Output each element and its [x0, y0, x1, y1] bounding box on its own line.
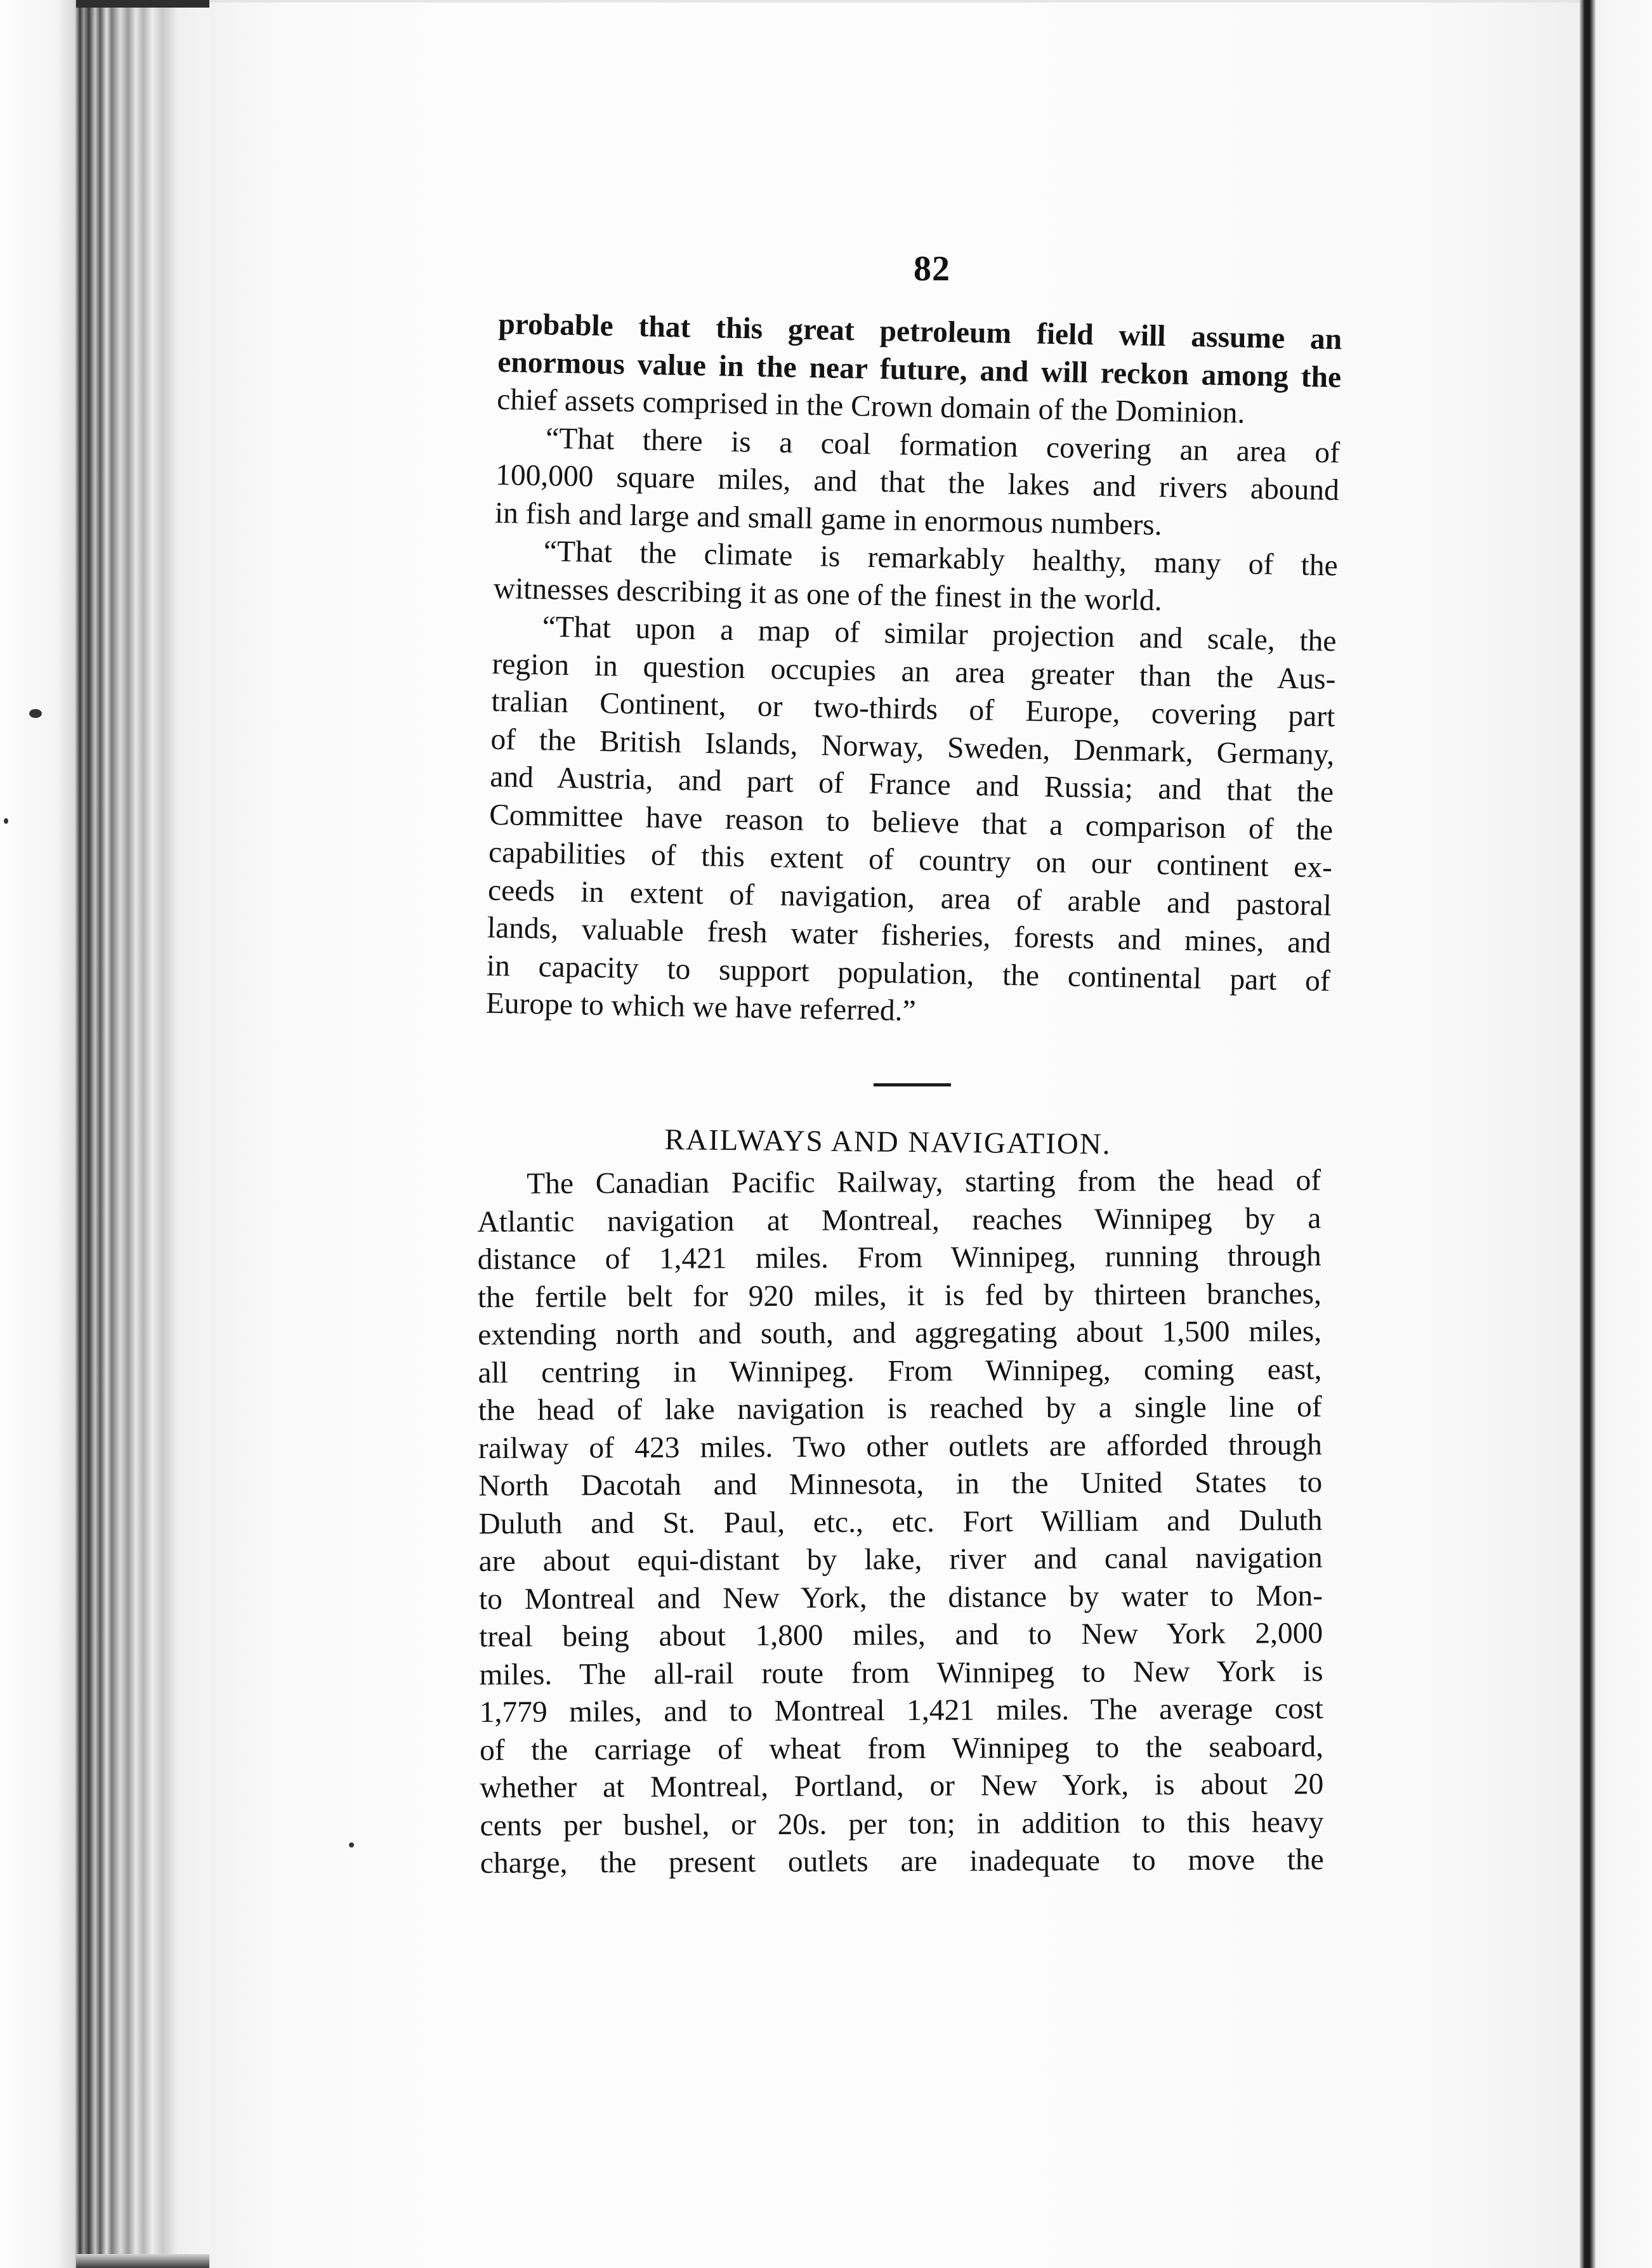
text-line: the fertile belt for 920 miles, it is fed by thirteen branches, [477, 1277, 1322, 1314]
text-line: railway of 423 miles. Two other outlets are afforded through [478, 1428, 1323, 1465]
text-line: “That upon a map of similar projection and scale, the [542, 610, 1337, 658]
text-line: charge, the present outlets are inadequate to move the [480, 1843, 1324, 1880]
text-line: tralian Continent, or two-thirds of Europe, covering part [491, 684, 1335, 734]
section-heading: RAILWAYS AND NAVIGATION. [664, 1123, 1111, 1161]
text-line: enormous value in the near future, and will reckon among the [497, 345, 1342, 394]
text-line: of the British Islands, Norway, Sweden, Denmark, Germany, [490, 722, 1335, 771]
body-text-railways [477, 1162, 1324, 1882]
text-line: ceeds in extent of navigation, area of arable and pastoral [487, 873, 1332, 922]
text-line: “That the climate is remarkably healthy, many of the [543, 535, 1339, 583]
text-line: Committee have reason to believe that a comparison of the [488, 798, 1334, 847]
text-line: in capacity to support population, the continental part of [486, 949, 1331, 998]
text-line: extending north and south, and aggregating about 1,500 miles, [478, 1315, 1322, 1352]
text-line: are about equi-distant by lake, river and canal navigation [478, 1541, 1323, 1578]
text-line: The Canadian Pacific Railway, starting from the head of [527, 1164, 1321, 1201]
text-line: in fish and large and small game in enormous numbers. [494, 496, 1163, 542]
binding-top-edge [76, 0, 209, 8]
section-divider [874, 1083, 951, 1086]
page-top-edge [209, 0, 1580, 3]
text-line: of the carriage of wheat from Winnipeg to the seaboard, [479, 1730, 1324, 1767]
scan-speck [4, 818, 8, 824]
text-line: lands, valuable fresh water fisheries, forests and mines, and [487, 911, 1332, 960]
facing-page-edge [1580, 0, 1652, 2268]
text-line: North Dacotah and Minnesota, in the United States to [478, 1466, 1323, 1502]
text-line: region in question occupies an area greater than the Aus- [492, 647, 1336, 696]
text-line: treal being about 1,800 miles, and to New York 2,000 [479, 1617, 1323, 1653]
scan-speck [349, 1842, 354, 1848]
text-line: chief assets comprised in the Crown domain of the Dominion. [496, 382, 1245, 430]
text-line: to Montreal and New York, the distance by water to Mon- [478, 1579, 1323, 1616]
text-line: Duluth and St. Paul, etc., etc. Fort William and Duluth [478, 1503, 1323, 1541]
body-text-upper [485, 306, 1342, 1038]
binding-bottom-edge [76, 2254, 209, 2268]
book-binding-gutter [0, 0, 209, 2268]
text-line: 1,779 miles, and to Montreal 1,421 miles. The average cost [479, 1692, 1323, 1729]
text-line: probable that this great petroleum field will assume an [497, 307, 1342, 356]
text-line: cents per bushel, or 20s. per ton; in addition to this heavy [480, 1805, 1324, 1842]
text-line: Atlantic navigation at Montreal, reaches Winnipeg by a [477, 1201, 1321, 1239]
text-line: witnesses describing it as one of the finest in the world. [493, 571, 1163, 617]
text-line: capabilities of this extent of country on our continent ex- [488, 835, 1333, 885]
text-line: whether at Montreal, Portland, or New York, is about 20 [480, 1768, 1324, 1804]
text-line: distance of 1,421 miles. From Winnipeg, running through [477, 1239, 1321, 1276]
text-line: the head of lake navigation is reached by a single line of [478, 1390, 1322, 1427]
text-line: and Austria, and part of France and Russia; and that the [489, 760, 1334, 809]
text-line: miles. The all-rail route from Winnipeg to New York is [479, 1654, 1323, 1691]
text-line: 100,000 square miles, and that the lakes and rivers abound [495, 458, 1340, 507]
text-line: Europe to which we have referred.” [485, 986, 917, 1028]
text-line: “That there is a coal formation covering an area of [545, 421, 1341, 469]
page-number: 82 [914, 249, 950, 289]
scan-speck [29, 709, 42, 718]
text-line: all centring in Winnipeg. From Winnipeg, coming east, [478, 1352, 1322, 1390]
